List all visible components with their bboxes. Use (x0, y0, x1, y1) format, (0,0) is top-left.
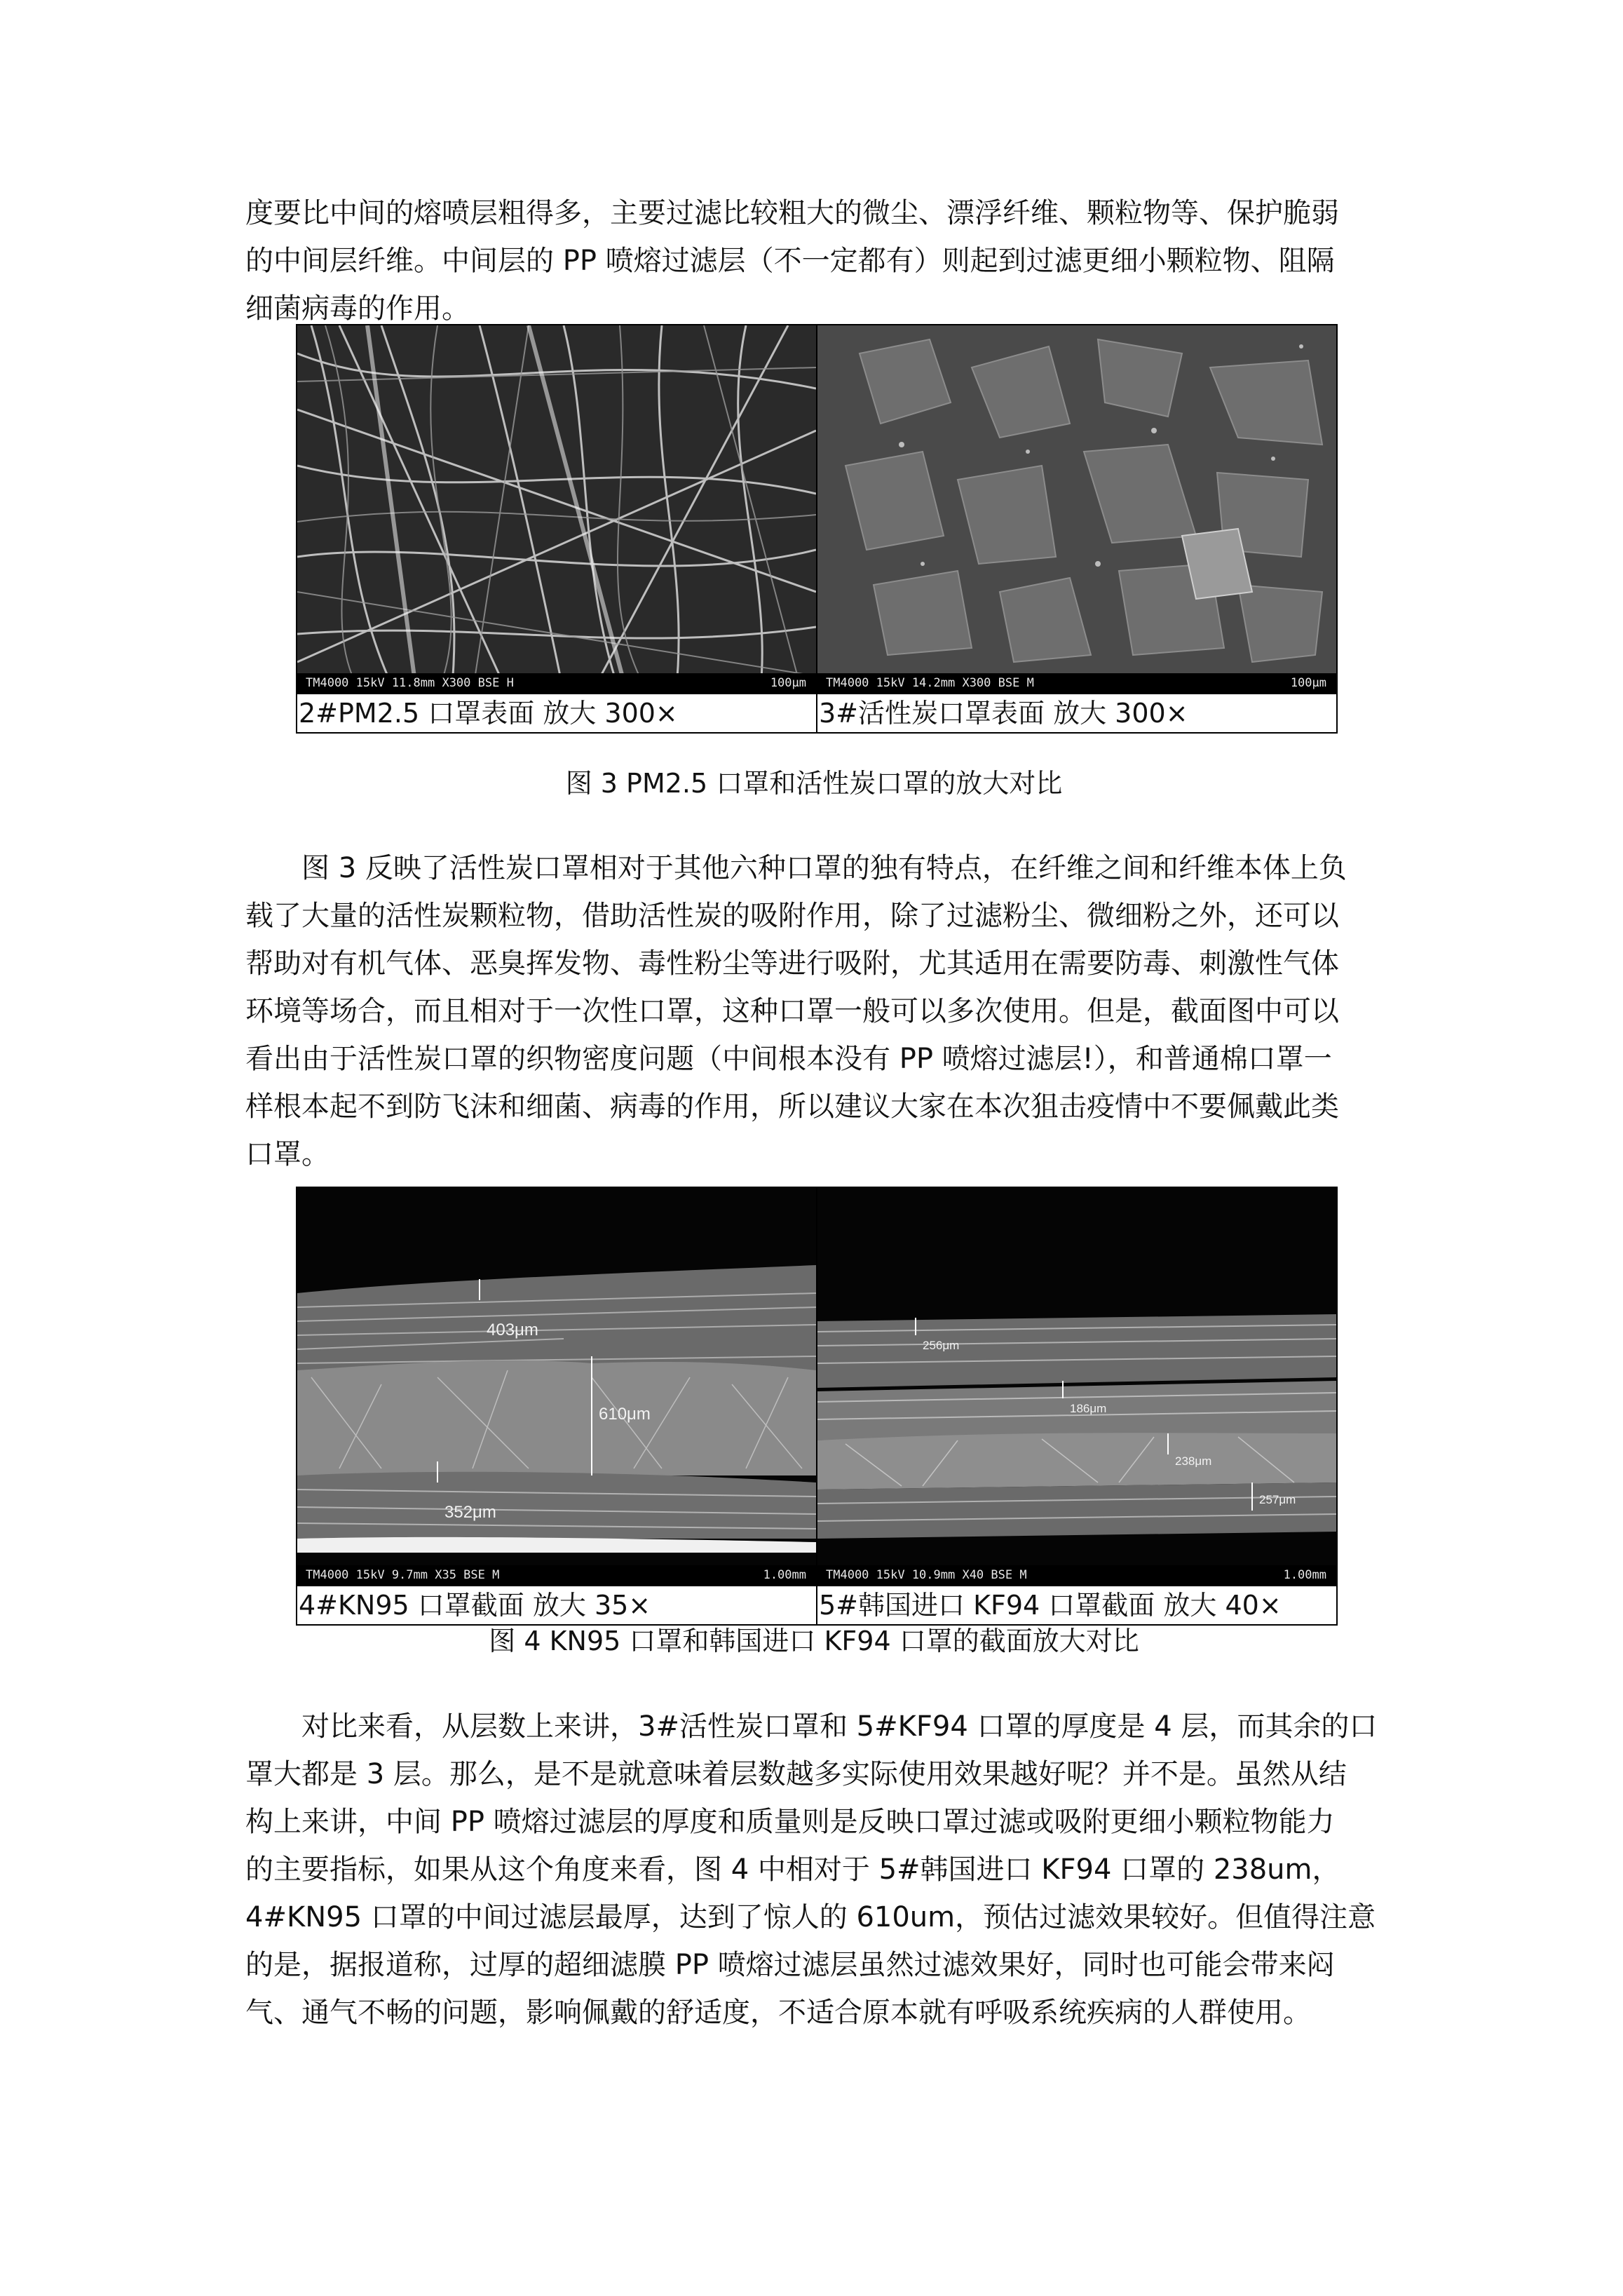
paragraph-line: 口罩。 (245, 1138, 330, 1170)
paragraph-line: 环境等场合，而且相对于一次性口罩，这种口罩一般可以多次使用。但是，截面图中可以 (245, 995, 1339, 1027)
intro-line: 的中间层纤维。中间层的 PP 喷熔过滤层（不一定都有）则起到过滤更细小颗粒物、阻隔 (245, 245, 1335, 277)
paragraph-line: 载了大量的活性炭颗粒物，借助活性炭的吸附作用，除了过滤粉尘、微细粉之外，还可以 (245, 900, 1339, 932)
paragraph-line: 对比来看，从层数上来讲，3#活性炭口罩和 5#KF94 口罩的厚度是 4 层，而其余的口 (301, 1710, 1378, 1743)
scale-label: 1.00mm (763, 1568, 806, 1582)
sem-info-bar (817, 1565, 1336, 1585)
intro-line: 度要比中间的熔喷层粗得多，主要过滤比较粗大的微尘、漂浮纤维、颗粒物等、保护脆弱 (245, 197, 1339, 229)
paragraph-line: 罩大都是 3 层。那么，是不是就意味着层数越多实际使用效果越好呢？并不是。虽然从结 (245, 1758, 1347, 1790)
figure-4-right-label: 5#韩国进口 KF94 口罩截面 放大 40× (817, 1586, 1337, 1625)
particle-texture (817, 325, 1336, 693)
paragraph-line: 帮助对有机气体、恶臭挥发物、毒性粉尘等进行吸附，尤其适用在需要防毒、刺激性气体 (245, 947, 1339, 980)
sem-image-kn95-section (297, 1188, 816, 1585)
measurement-label: 256μm (923, 1339, 960, 1352)
paragraph-line: 构上来讲，中间 PP 喷熔过滤层的厚度和质量则是反映口罩过滤或吸附更细小颗粒物能力 (245, 1806, 1335, 1838)
sem-info: TM4000 15kV 14.2mm X300 BSE M (826, 676, 1034, 690)
paragraph-line: 图 3 反映了活性炭口罩相对于其他六种口罩的独有特点，在纤维之间和纤维本体上负 (301, 852, 1347, 884)
cross-section-texture (297, 1188, 816, 1585)
paragraph-line: 的是，据报道称，过厚的超细滤膜 PP 喷熔过滤层虽然过滤效果好，同时也可能会带来闷 (245, 1949, 1335, 1981)
scale-label: 100μm (770, 676, 806, 690)
figure-4-caption: 图 4 KN95 口罩和韩国进口 KF94 口罩的截面放大对比 (489, 1626, 1139, 1656)
paragraph-line: 气、通气不畅的问题，影响佩戴的舒适度，不适合原本就有呼吸系统疾病的人群使用。 (245, 1997, 1311, 2029)
figure-3-table (296, 324, 1338, 734)
measurement-label: 403μm (487, 1321, 538, 1339)
sem-info: TM4000 15kV 10.9mm X40 BSE M (826, 1568, 1027, 1582)
sem-info-bar (297, 673, 816, 693)
sem-image-carbon-surface (817, 325, 1336, 693)
figure-4-left-cell (297, 1187, 817, 1586)
intro-paragraph (245, 189, 1383, 332)
figure-4-table (296, 1187, 1338, 1626)
fiber-texture (297, 325, 816, 693)
paragraph-line: 看出由于活性炭口罩的织物密度问题（中间根本没有 PP 喷熔过滤层!），和普通棉口罩一 (245, 1043, 1332, 1075)
sem-info-bar (817, 673, 1336, 693)
figure-3-left-cell (297, 325, 817, 694)
intro-line: 细菌病毒的作用。 (245, 292, 470, 325)
measurement-label: 238μm (1175, 1454, 1212, 1468)
sem-info: TM4000 15kV 9.7mm X35 BSE M (306, 1568, 500, 1582)
sem-info: TM4000 15kV 11.8mm X300 BSE H (306, 676, 514, 690)
paragraph-2 (245, 844, 1383, 1178)
paragraph-3 (245, 1703, 1383, 2037)
scale-label: 100μm (1290, 676, 1326, 690)
cross-section-texture (817, 1188, 1336, 1585)
figure-4-left-label: 4#KN95 口罩截面 放大 35× (297, 1586, 817, 1625)
sem-info-bar (297, 1565, 816, 1585)
sem-image-pm25-surface (297, 325, 816, 693)
paragraph-line: 的主要指标，如果从这个角度来看，图 4 中相对于 5#韩国进口 KF94 口罩的 238um， (245, 1853, 1340, 1886)
measurement-label: 610μm (599, 1405, 651, 1424)
measurement-label: 186μm (1070, 1402, 1107, 1415)
measurement-label: 352μm (444, 1503, 496, 1522)
measurement-label: 257μm (1259, 1493, 1296, 1506)
sem-image-kf94-section (817, 1188, 1336, 1585)
paragraph-line: 4#KN95 口罩的中间过滤层最厚，达到了惊人的 610um，预估过滤效果较好。但值得注意 (245, 1901, 1376, 1933)
figure-3-left-label: 2#PM2.5 口罩表面 放大 300× (297, 694, 817, 733)
paragraph-line: 样根本起不到防飞沫和细菌、病毒的作用，所以建议大家在本次狙击疫情中不要佩戴此类 (245, 1090, 1339, 1123)
figure-3-right-label: 3#活性炭口罩表面 放大 300× (817, 694, 1337, 733)
scale-label: 1.00mm (1283, 1568, 1326, 1582)
figure-4-right-cell (817, 1187, 1337, 1586)
figure-3-right-cell (817, 325, 1337, 694)
figure-3-caption: 图 3 PM2.5 口罩和活性炭口罩的放大对比 (565, 768, 1063, 799)
